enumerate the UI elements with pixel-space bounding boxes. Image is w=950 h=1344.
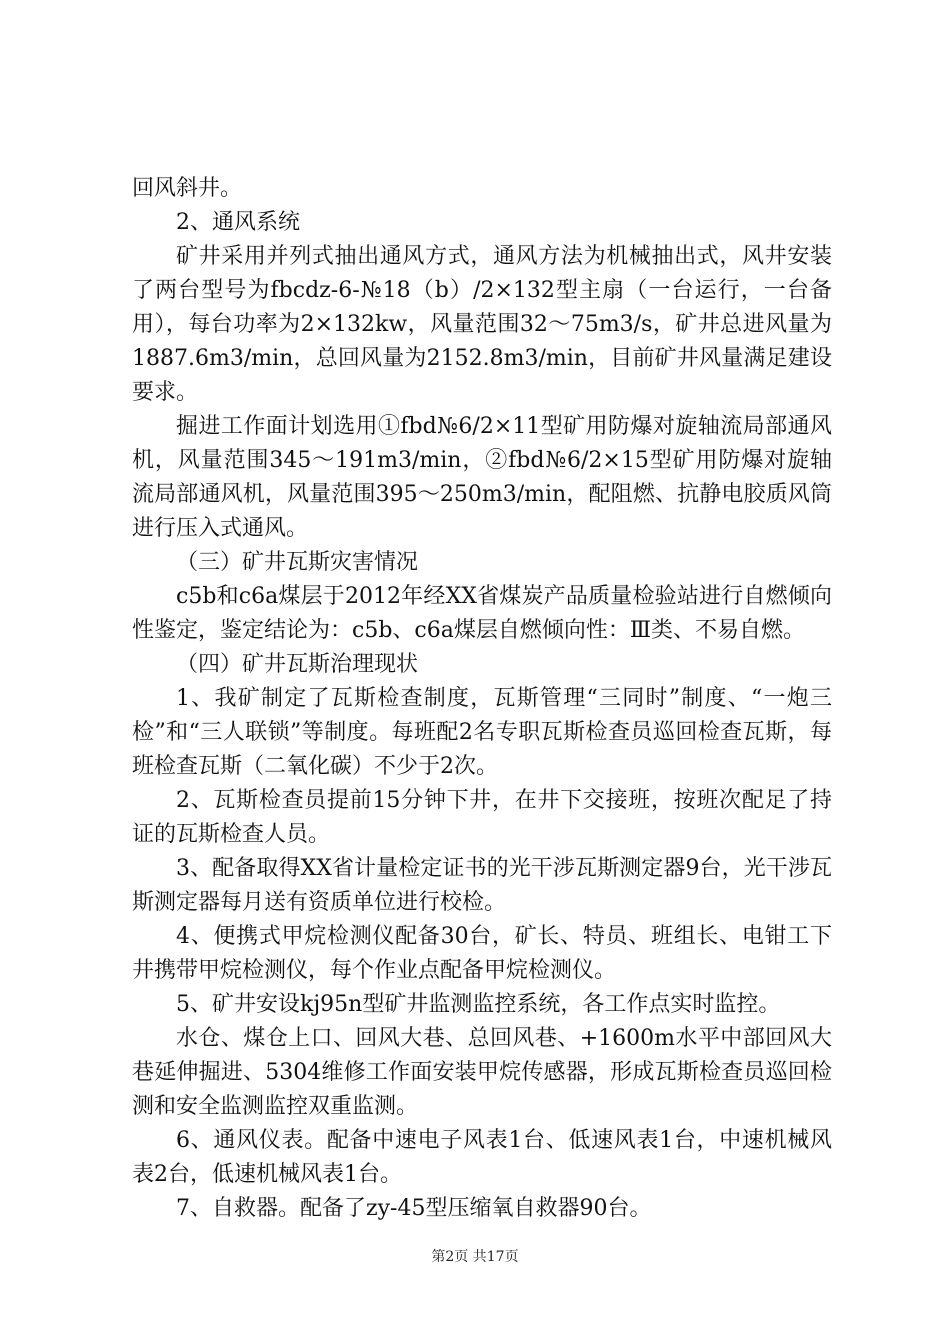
body-paragraph: 2、通风系统 — [176, 210, 300, 235]
body-paragraph: 5、矿井安设kj95n型矿井监测监控系统，各工作点实时监控。 — [176, 992, 781, 1017]
body-paragraph: 7、自救器。配备了zy-45型压缩氧自救器90台。 — [176, 1196, 652, 1221]
body-paragraph: 水仓、煤仓上口、回风大巷、总回风巷、+1600m水平中部回风大巷延伸掘进、5304维修工作面安装甲烷传感器，形成瓦斯检查员巡回检测和安全监测监控双重监测。 — [132, 1026, 832, 1119]
body-paragraph: 3、配备取得XX省计量检定证书的光干涉瓦斯测定器9台，光干涉瓦斯测定器每月送有资质单位进行校检。 — [132, 856, 832, 915]
body-paragraph: 4、便携式甲烷检测仪配备30台，矿长、特员、班组长、电钳工下井携带甲烷检测仪，每个作业点配备甲烷检测仪。 — [132, 924, 832, 983]
body-paragraph: （四）矿井瓦斯治理现状 — [176, 652, 419, 677]
body-paragraph: 2、瓦斯检查员提前15分钟下井，在井下交接班，按班次配足了持证的瓦斯检查人员。 — [132, 788, 832, 847]
body-paragraph: 掘进工作面计划选用①fbd№6/2×11型矿用防爆对旋轴流局部通风机，风量范围345～191m3/min，②fbd№6/2×15型矿用防爆对旋轴流局部通风机，风量范围395～250m3/min，配阻燃、抗静电胶质风筒进行压入式通风。 — [132, 414, 832, 541]
body-paragraph: 矿井采用并列式抽出通风方式，通风方法为机械抽出式，风井安装了两台型号为fbcdz-6-№18（b）/2×132型主扇（一台运行，一台备用），每台功率为2×132kw，风量范围32～75m3/s，矿井总进风量为1887.6m3/min，总回风量为2152.8m3/min，目前矿井风量满足建设要求。 — [132, 244, 832, 405]
body-paragraph: （三）矿井瓦斯灾害情况 — [176, 550, 419, 575]
body-paragraph: c5b和c6a煤层于2012年经XX省煤炭产品质量检验站进行自燃倾向性鉴定，鉴定结论为：c5b、c6a煤层自燃倾向性：Ⅲ类、不易自燃。 — [132, 584, 832, 643]
body-paragraph: 1、我矿制定了瓦斯检查制度，瓦斯管理“三同时”制度、“一炮三检”和“三人联锁”等制度。每班配2名专职瓦斯检查员巡回检查瓦斯，每班检查瓦斯（二氧化碳）不少于2次。 — [132, 686, 832, 779]
page-footer: 第2页 共17页 — [431, 1249, 519, 1265]
body-paragraph: 6、通风仪表。配备中速电子风表1台、低速风表1台，中速机械风表2台，低速机械风表1台。 — [132, 1128, 832, 1187]
body-paragraph: 回风斜井。 — [132, 176, 243, 201]
document-body — [132, 172, 832, 1226]
